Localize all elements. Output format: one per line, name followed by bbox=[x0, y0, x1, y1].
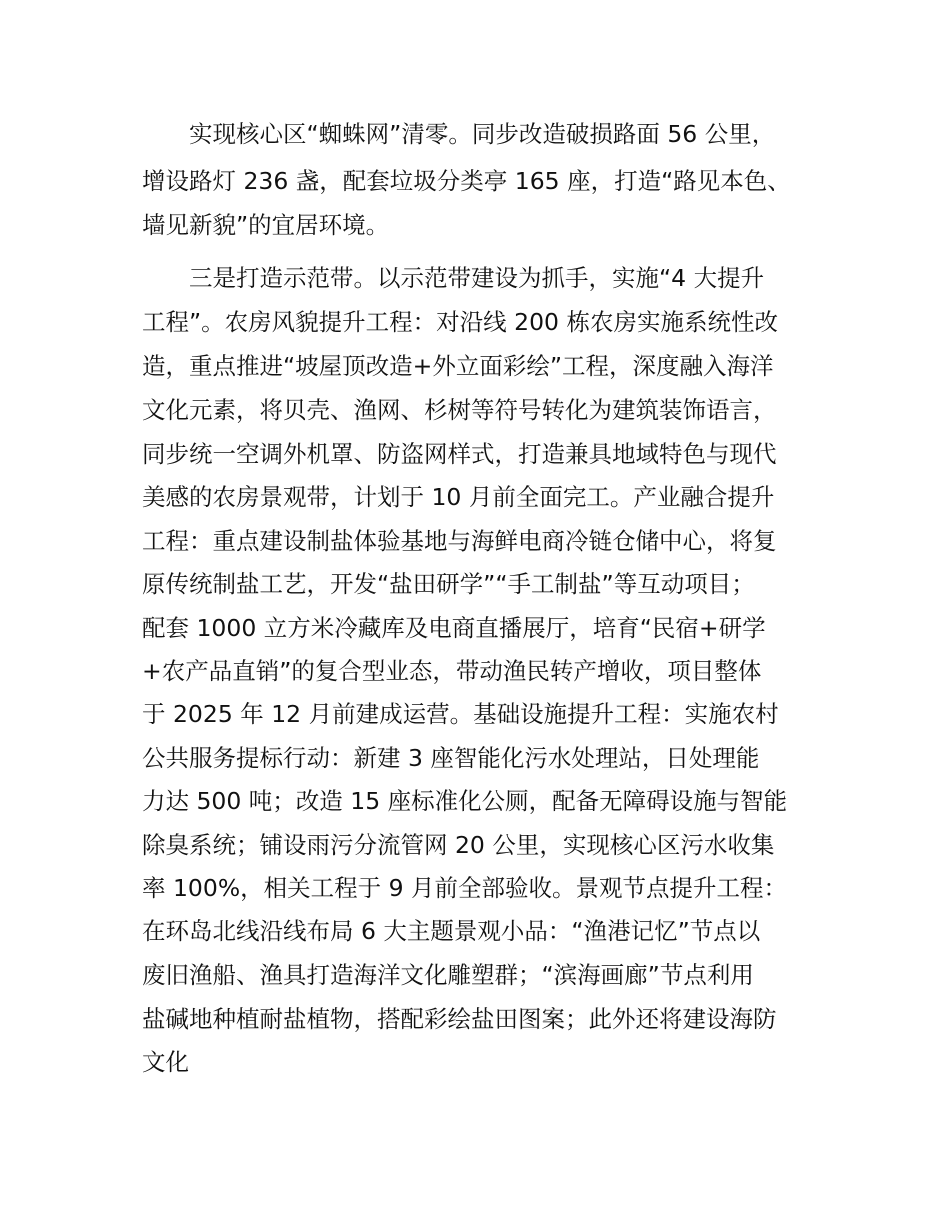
paragraph-line: 同步统一空调外机罩、防盗网样式，打造兼具地域特色与现代 bbox=[142, 440, 777, 468]
paragraph-line: 盐碱地种植耐盐植物，搭配彩绘盐田图案；此外还将建设海防 bbox=[142, 1005, 777, 1033]
paragraph-line: 于 2025 年 12 月前建成运营。基础设施提升工程：实施农村 bbox=[142, 700, 779, 728]
paragraph-line: 墙见新貌”的宜居环境。 bbox=[142, 211, 390, 239]
paragraph-line: 造，重点推进“坡屋顶改造+外立面彩绘”工程，深度融入海洋 bbox=[142, 352, 774, 380]
paragraph-line: 原传统制盐工艺，开发“盐田研学”“手工制盐”等互动项目； bbox=[142, 570, 755, 598]
paragraph-line: 文化元素，将贝壳、渔网、杉树等符号转化为建筑装饰语言， bbox=[142, 396, 777, 424]
paragraph-line: 配套 1000 立方米冷藏库及电商直播展厅，培育“民宿+研学 bbox=[142, 614, 766, 642]
paragraph-line: 废旧渔船、渔具打造海洋文化雕塑群；“滨海画廊”节点利用 bbox=[142, 961, 754, 989]
paragraph-line: 除臭系统；铺设雨污分流管网 20 公里，实现核心区污水收集 bbox=[142, 831, 775, 859]
paragraph-line: 率 100%，相关工程于 9 月前全部验收。景观节点提升工程： bbox=[142, 874, 788, 902]
paragraph-line: 工程”。农房风貌提升工程：对沿线 200 栋农房实施系统性改 bbox=[142, 308, 778, 336]
paragraph-line: 在环岛北线沿线布局 6 大主题景观小品：“渔港记忆”节点以 bbox=[142, 917, 761, 945]
paragraph-line: 文化 bbox=[142, 1048, 189, 1076]
paragraph-line: 美感的农房景观带，计划于 10 月前全面完工。产业融合提升 bbox=[142, 483, 775, 511]
paragraph-line: 三是打造示范带。以示范带建设为抓手，实施“4 大提升 bbox=[189, 264, 765, 292]
paragraph-line: 工程：重点建设制盐体验基地与海鲜电商冷链仓储中心，将复 bbox=[142, 527, 777, 555]
paragraph-line: 公共服务提标行动：新建 3 座智能化污水处理站，日处理能 bbox=[142, 744, 760, 772]
paragraph-line: +农产品直销”的复合型业态，带动渔民转产增收，项目整体 bbox=[142, 657, 762, 685]
paragraph-line: 力达 500 吨；改造 15 座标准化公厕，配备无障碍设施与智能 bbox=[142, 787, 788, 815]
paragraph-line: 实现核心区“蜘蛛网”清零。同步改造破损路面 56 公里， bbox=[189, 120, 776, 148]
paragraph-line: 增设路灯 236 盏，配套垃圾分类亭 165 座，打造“路见本色、 bbox=[142, 167, 791, 195]
